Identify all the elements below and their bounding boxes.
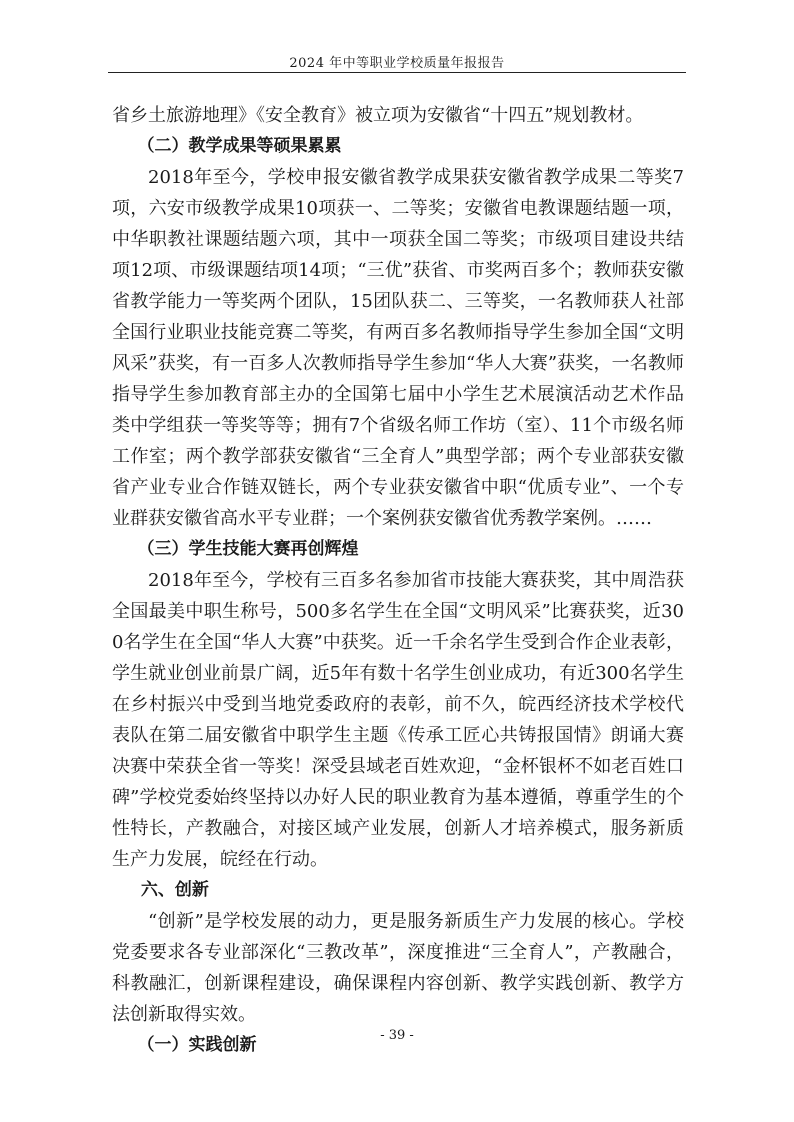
header-divider (108, 72, 686, 73)
section-2-heading: （二）教学成果等硕果累累 (137, 136, 342, 156)
section-6-1-heading: （一）实践创新 (137, 1035, 257, 1055)
section-3-paragraph: 2018年至今，学校有三百多名参加省市技能大赛获奖，其中周浩获全国最美中职生称号，500多名学生在全国“文明风采”比赛获奖，近300名学生在全国“华人大赛”中获奖。近一千余名学生受到合作企业表彰，学生就业创业前景广阔，近5年有数十名学生创业成功，有近300名学生在乡村振兴中受到当地党委政府的表彰，前不久，皖西经济技术学校代表队在第二届安徽省中职学生主题《传承工匠心共铸报国情》朗诵大赛决赛中荣获全省一等奖！深受县域老百姓欢迎，“金杯银杯不如老百姓口碑”学校党委始终坚持以办好人民的职业教育为基本遵循，尊重学生的个性特长，产教融合，对接区域产业发展，创新人才培养模式，服务新质生产力发展，皖经在行动。 (112, 570, 684, 870)
section-2-paragraph: 2018年至今，学校申报安徽省教学成果获安徽省教学成果二等奖7项，六安市级教学成果10项获一、二等奖；安徽省电教课题结题一项，中华职教社课题结题六项，其中一项获全国二等奖；市级项目建设共结项12项、市级课题结项14项；“三优”获省、市奖两百多个；教师获安徽省教学能力一等奖两个团队，15团队获二、三等奖，一名教师获人社部全国行业职业技能竞赛二等奖，有两百多名教师指导学生参加全国“文明风采”获奖，有一百多人次教师指导学生参加“华人大赛”获奖，一名教师指导学生参加教育部主办的全国第七届中小学生艺术展演活动艺术作品类中学组获一等奖等等；拥有7个省级名师工作坊（室）、11个市级名师工作室；两个教学部获安徽省“三全育人”典型学部；两个专业部获安徽省产业专业合作链双链长，两个专业获安徽省中职“优质专业”、一个专业群获安徽省高水平专业群；一个案例获安徽省优秀教学案例。…… (112, 167, 684, 529)
section-6-paragraph: “创新”是学校发展的动力，更是服务新质生产力发展的核心。学校党委要求各专业部深化“三教改革”，深度推进“三全育人”，产教融合，科教融汇，创新课程建设，确保课程内容创新、教学实践创新、教学方法创新取得实效。 (112, 911, 684, 1025)
intro-paragraph: 省乡土旅游地理》《安全教育》被立项为安徽省“十四五”规划教材。 (112, 105, 644, 126)
section-3-heading: （三）学生技能大赛再创辉煌 (137, 539, 359, 559)
page-number: - 39 - (380, 1028, 414, 1043)
page-body (112, 100, 684, 1061)
page-header: 2024 年中等职业学校质量年报报告 (289, 56, 505, 71)
section-6-heading: 六、创新 (140, 880, 209, 900)
